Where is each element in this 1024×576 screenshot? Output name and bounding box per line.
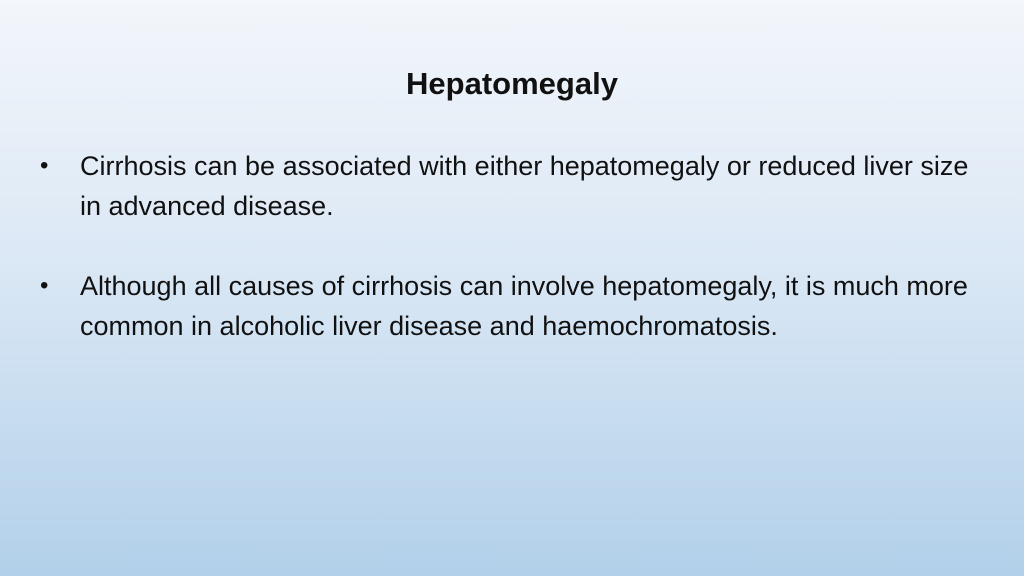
bullet-marker: •: [40, 272, 49, 299]
slide-title: Hepatomegaly: [406, 66, 618, 101]
bullet-list: [0, 146, 1024, 386]
bullet-text: Cirrhosis can be associated with either hepatomegaly or reduced liver size in advanced disease.: [80, 151, 969, 221]
bullet-item: [0, 266, 1024, 346]
bullet-marker: •: [40, 152, 49, 179]
bullet-item: [0, 146, 1024, 226]
bullet-text: Although all causes of cirrhosis can involve hepatomegaly, it is much more common in alcoholic liver disease and haemochromatosis.: [80, 271, 968, 341]
